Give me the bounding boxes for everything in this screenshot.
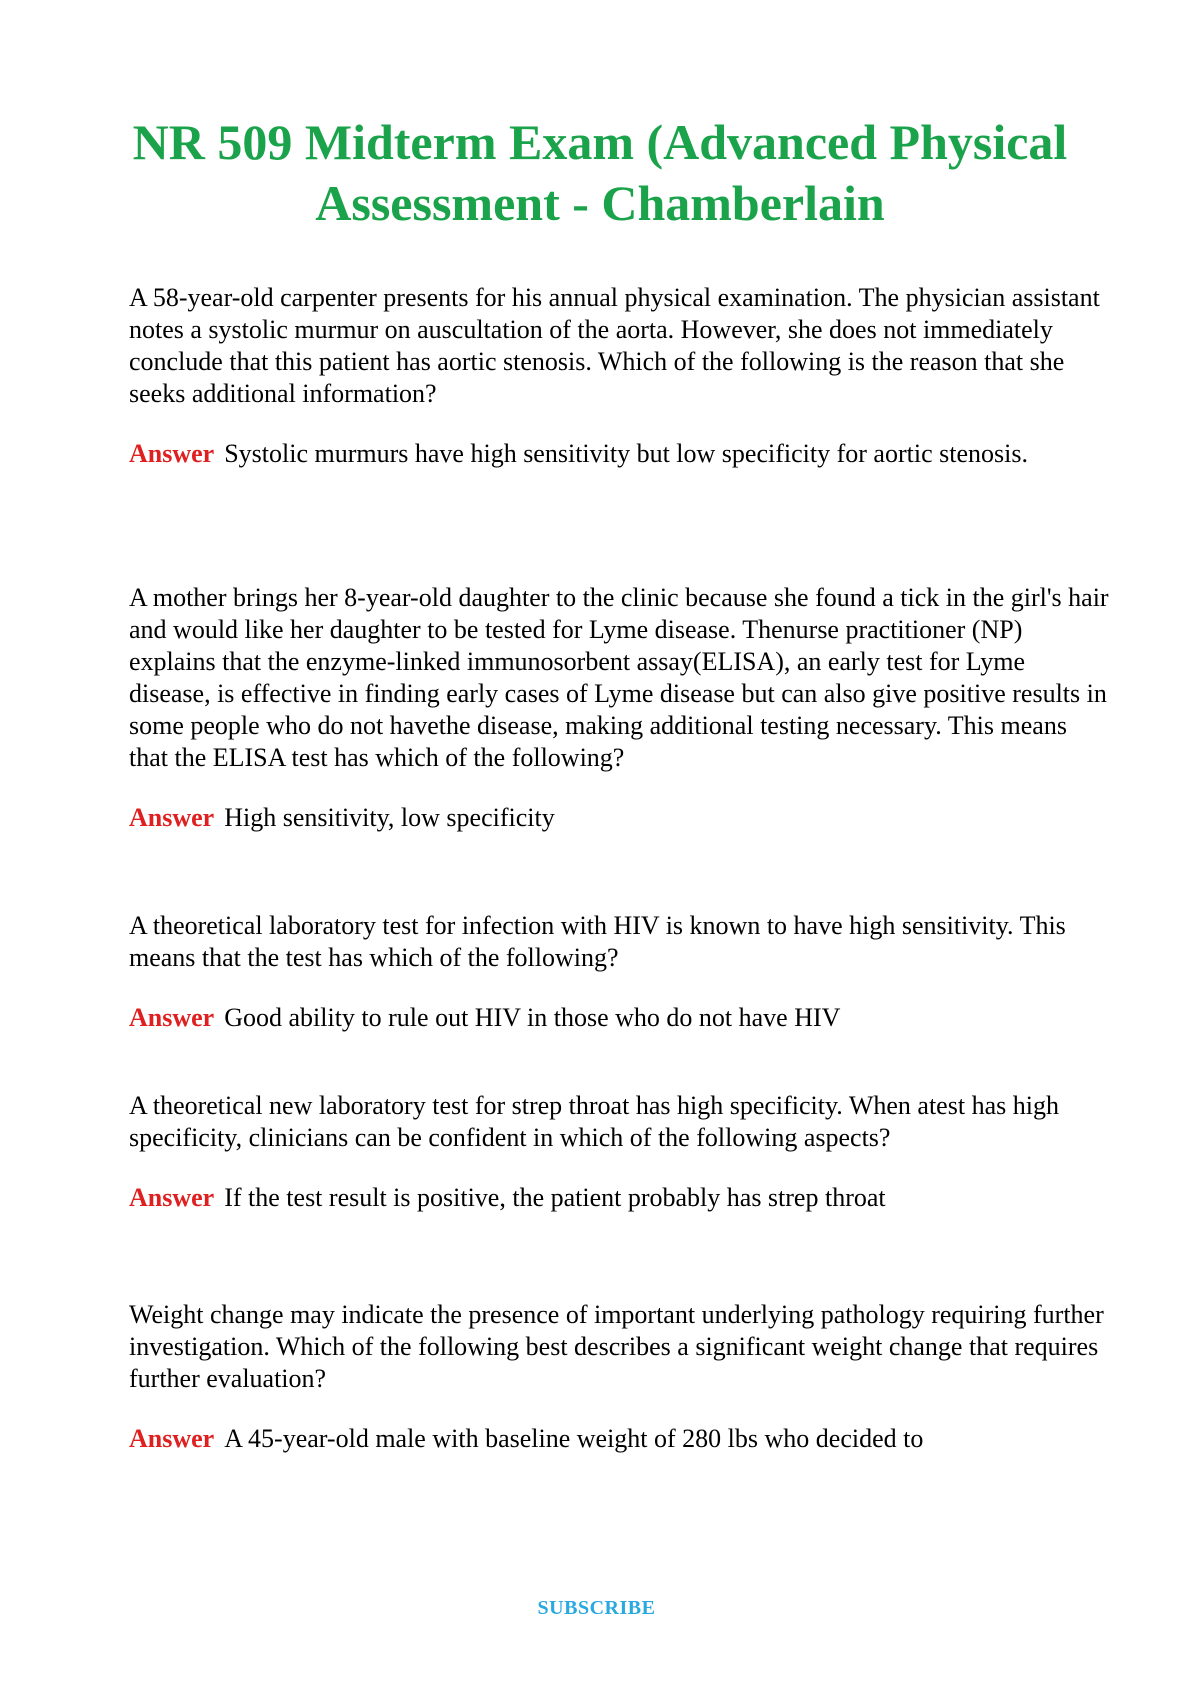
answer-label: Answer xyxy=(129,1003,215,1032)
answer-text: High sensitivity, low specificity xyxy=(224,803,555,832)
qa-block-4 xyxy=(129,1090,1109,1214)
answer-line xyxy=(129,1423,1109,1455)
answer-line xyxy=(129,1002,1109,1034)
answer-line xyxy=(129,802,1109,834)
answer-label: Answer xyxy=(129,439,215,468)
question-text: Weight change may indicate the presence of important underlying pathology requiring further investigation. Which of the following best describes a significant weight change that requires further evaluation? xyxy=(129,1300,1104,1393)
answer-text: Systolic murmurs have high sensitivity but low specificity for aortic stenosis. xyxy=(224,439,1028,468)
qa-block-3 xyxy=(129,910,1109,1034)
qa-block-1 xyxy=(129,282,1109,470)
answer-label: Answer xyxy=(129,1424,215,1453)
answer-label: Answer xyxy=(129,1183,215,1212)
answer-text: Good ability to rule out HIV in those who do not have HIV xyxy=(224,1003,841,1032)
question-text: A theoretical laboratory test for infection with HIV is known to have high sensitivity. This means that the test has which of the following? xyxy=(129,911,1066,972)
answer-text: If the test result is positive, the patient probably has strep throat xyxy=(224,1183,886,1212)
answer-line xyxy=(129,1182,1109,1214)
question-text: A mother brings her 8-year-old daughter to the clinic because she found a tick in the girl's hair and would like her daughter to be tested for Lyme disease. Thenurse practitioner (NP) explains that the enzyme-linked immunosorbent assay(ELISA), an early test for Lyme disease, is effective in finding early cases of Lyme disease but can also give positive results in some people who do not havethe disease, making additional testing necessary. This means that the ELISA test has which of the following? xyxy=(129,583,1109,772)
question-text: A 58-year-old carpenter presents for his annual physical examination. The physician assistant notes a systolic murmur on auscultation of the aorta. However, she does not immediately conclude that this patient has aortic stenosis. Which of the following is the reason that she seeks additional information? xyxy=(129,283,1100,408)
answer-text: A 45-year-old male with baseline weight of 280 lbs who decided to xyxy=(224,1424,924,1453)
question-text: A theoretical new laboratory test for strep throat has high specificity. When atest has high specificity, clinicians can be confident in which of the following aspects? xyxy=(129,1091,1059,1152)
qa-block-2 xyxy=(129,582,1109,834)
answer-line xyxy=(129,438,1109,470)
subscribe-link[interactable]: SUBSCRIBE xyxy=(537,1597,656,1619)
document-title xyxy=(100,112,1100,234)
title-line-1: NR 509 Midterm Exam (Advanced Physical xyxy=(132,114,1068,170)
answer-label: Answer xyxy=(129,803,215,832)
title-line-2: Assessment - Chamberlain xyxy=(315,175,885,231)
qa-block-5 xyxy=(129,1299,1109,1455)
